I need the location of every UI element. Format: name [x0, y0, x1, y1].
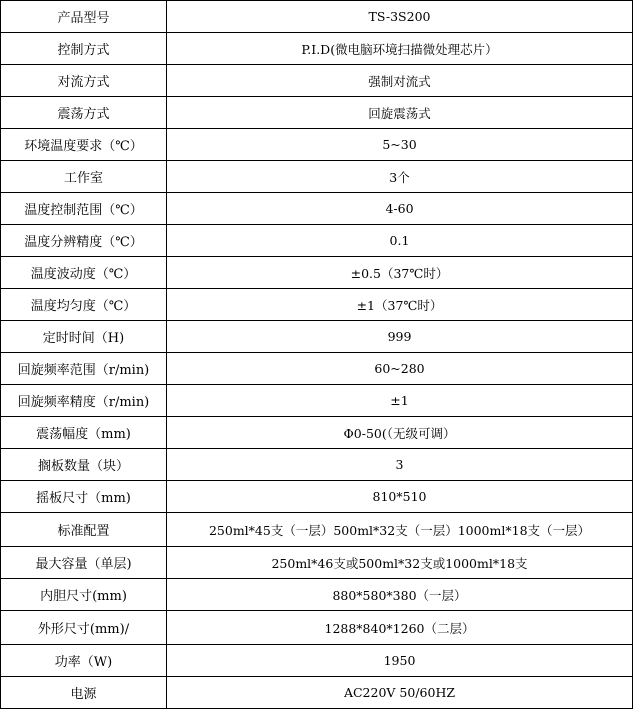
row-value: 810*510	[167, 481, 633, 513]
row-value: 5~30	[167, 129, 633, 161]
row-value: 3	[167, 449, 633, 481]
table-row	[1, 33, 633, 65]
row-value: ±1	[167, 385, 633, 417]
row-value: Φ0-50(（无级可调）	[167, 417, 633, 449]
table-row	[1, 161, 633, 193]
row-label: 外形尺寸(mm)/	[1, 611, 167, 645]
row-value: ±1（37℃时）	[167, 289, 633, 321]
row-value: 999	[167, 321, 633, 353]
row-label: 震荡方式	[1, 97, 167, 129]
row-label: 摇板尺寸（mm)	[1, 481, 167, 513]
row-value: 250ml*46支或500ml*32支或1000ml*18支	[167, 547, 633, 579]
table-row	[1, 193, 633, 225]
table-row	[1, 417, 633, 449]
row-label: 温度均匀度（℃）	[1, 289, 167, 321]
row-value: P.I.D(微电脑环境扫描微处理芯片）	[167, 33, 633, 65]
row-label: 功率（W)	[1, 645, 167, 677]
row-value: TS-3S200	[167, 1, 633, 33]
table-row	[1, 321, 633, 353]
row-label: 对流方式	[1, 65, 167, 97]
table-row	[1, 611, 633, 645]
table-row	[1, 1, 633, 33]
table-row	[1, 289, 633, 321]
row-label: 产品型号	[1, 1, 167, 33]
row-value: 250ml*45支（一层）500ml*32支（一层）1000ml*18支（一层）	[167, 513, 633, 547]
row-label: 控制方式	[1, 33, 167, 65]
row-label: 最大容量（单层)	[1, 547, 167, 579]
row-label: 搁板数量（块）	[1, 449, 167, 481]
row-value: 1950	[167, 645, 633, 677]
row-value: 3个	[167, 161, 633, 193]
row-label: 震荡幅度（mm)	[1, 417, 167, 449]
table-row	[1, 579, 633, 611]
row-label: 定时时间（H)	[1, 321, 167, 353]
row-value: AC220V 50/60HZ	[167, 677, 633, 709]
row-label: 工作室	[1, 161, 167, 193]
row-value: 强制对流式	[167, 65, 633, 97]
row-value: 0.1	[167, 225, 633, 257]
table-row	[1, 129, 633, 161]
row-label: 电源	[1, 677, 167, 709]
table-row	[1, 65, 633, 97]
table-row	[1, 449, 633, 481]
table-row	[1, 257, 633, 289]
row-value: 1288*840*1260（二层）	[167, 611, 633, 645]
row-label: 标准配置	[1, 513, 167, 547]
row-label: 内胆尺寸(mm)	[1, 579, 167, 611]
row-value: 880*580*380（一层）	[167, 579, 633, 611]
row-value: 60~280	[167, 353, 633, 385]
table-row	[1, 385, 633, 417]
table-row	[1, 353, 633, 385]
table-row	[1, 481, 633, 513]
table-row	[1, 225, 633, 257]
row-label: 回旋频率范围（r/min)	[1, 353, 167, 385]
row-label: 温度波动度（℃）	[1, 257, 167, 289]
row-label: 环境温度要求（℃）	[1, 129, 167, 161]
row-label: 回旋频率精度（r/min)	[1, 385, 167, 417]
table-row	[1, 513, 633, 547]
table-row	[1, 97, 633, 129]
table-row	[1, 645, 633, 677]
row-value: 4-60	[167, 193, 633, 225]
table-row	[1, 547, 633, 579]
table-row	[1, 677, 633, 709]
row-label: 温度控制范围（℃）	[1, 193, 167, 225]
row-value: 回旋震荡式	[167, 97, 633, 129]
row-value: ±0.5（37℃时）	[167, 257, 633, 289]
row-label: 温度分辨精度（℃）	[1, 225, 167, 257]
